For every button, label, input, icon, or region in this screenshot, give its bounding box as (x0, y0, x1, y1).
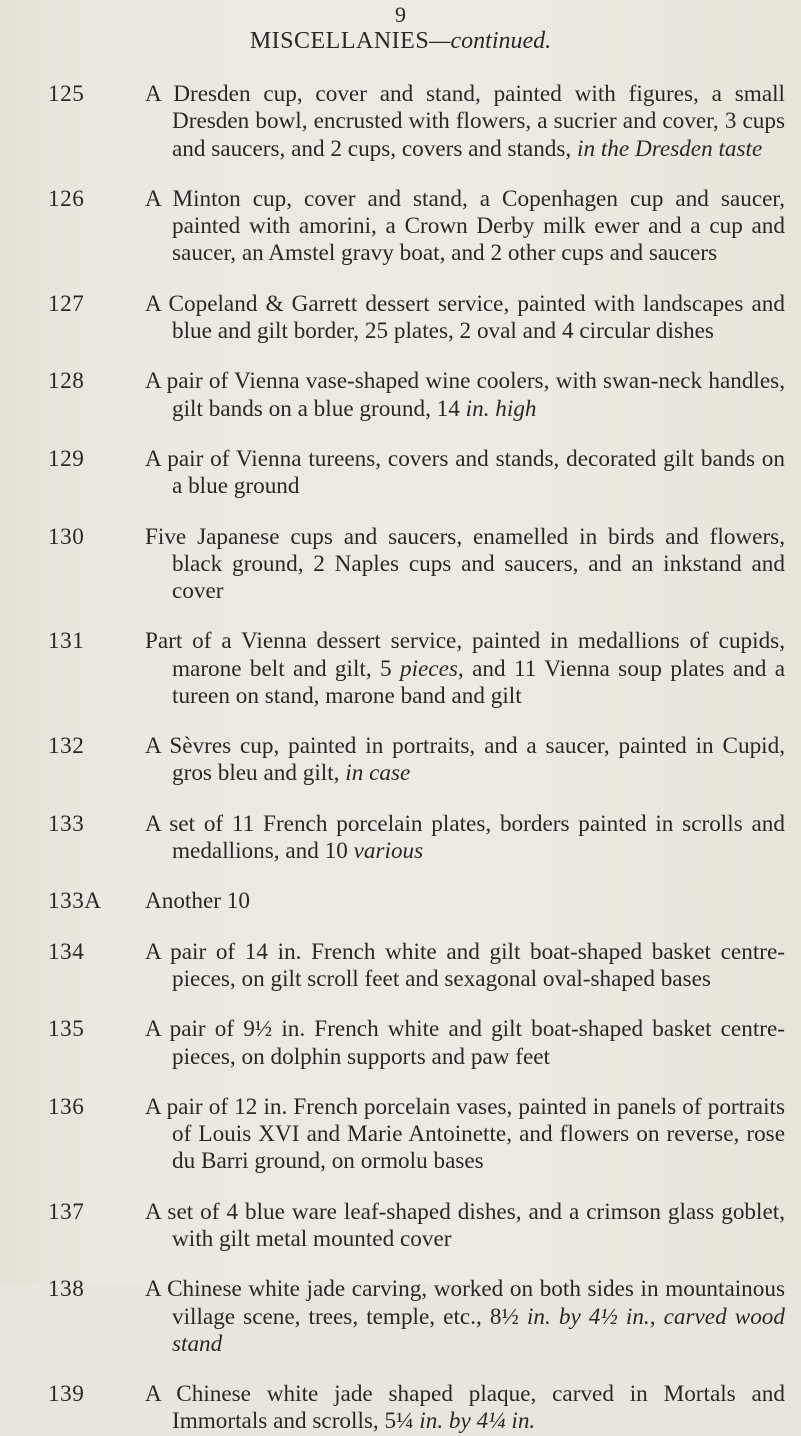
lot-description (145, 811, 785, 865)
lot-description (145, 524, 785, 606)
lot-description (145, 1276, 785, 1358)
lot-text: A set of 4 blue ware leaf-shaped dishes, and a crimson glass goblet, with gilt metal mounted cover (145, 1198, 785, 1252)
lot-number: 135 (48, 1016, 85, 1043)
lot-number: 133A (48, 888, 102, 915)
lot-text: A Chinese white jade carving, worked on both sides in mountainous village scene, trees, temple, etc., 8½ (145, 1276, 785, 1330)
lot-number: 126 (48, 185, 85, 212)
lot-entry (0, 524, 801, 606)
lot-entry (0, 1276, 801, 1358)
lot-number: 128 (48, 368, 85, 395)
lot-number: 137 (48, 1198, 85, 1225)
lot-text: A pair of Vienna tureens, covers and stands, decorated gilt bands on a blue ground (145, 445, 785, 500)
lot-number: 130 (48, 523, 85, 550)
lot-text-italic: in. by 4½ in., carved wood stand (172, 1303, 785, 1357)
lot-description (145, 81, 785, 163)
lot-text-italic: in the Dresden taste (577, 135, 763, 162)
lot-number: 138 (48, 1276, 85, 1303)
page-number: 9 (395, 2, 406, 27)
lot-text: A pair of 9½ in. French white and gilt boat-shaped basket centre-pieces, on dolphin supports and paw feet (145, 1016, 785, 1070)
lot-text: Part of a Vienna dessert service, painted in medallions of cupids, marone belt and gilt, 5 (145, 628, 785, 682)
lot-text: A Minton cup, cover and stand, a Copenhagen cup and saucer, painted with amorini, a Crown Derby milk ewer and a cup and saucer, an Amstel gravy boat, and 2 other cups and saucers (145, 185, 785, 267)
lot-number: 127 (48, 290, 85, 317)
lot-text-italic: in. high (465, 395, 537, 422)
lot-text: A Dresden cup, cover and stand, painted with figures, a small Dresden bowl, encrusted with flowers, a sucrier and cover, 3 cups and saucers, and 2 cups, covers and stands, (145, 81, 785, 162)
lot-entry (0, 368, 801, 422)
lot-text: A pair of Vienna vase-shaped wine coolers, with swan-neck handles, gilt bands on a blue ground, 14 (145, 368, 785, 422)
lot-description (145, 368, 785, 422)
lot-text-italic: various (353, 837, 424, 864)
lot-description (145, 733, 785, 787)
lot-entry (0, 811, 801, 865)
lot-entry (0, 733, 801, 787)
lot-number: 133 (48, 810, 85, 837)
lot-entry (0, 1094, 801, 1176)
lot-description (145, 1199, 785, 1253)
lot-text: A Sèvres cup, painted in portraits, and a saucer, painted in Cupid, gros bleu and gilt, (145, 733, 785, 787)
lot-description (145, 939, 785, 993)
lot-number: 134 (48, 938, 85, 965)
lot-number: 125 (48, 81, 85, 108)
lot-number: 131 (48, 628, 85, 655)
lot-description (145, 628, 785, 710)
lot-description (145, 446, 785, 500)
lot-text-tail: , and 11 Vienna soup plates and a tureen on stand, marone band and gilt (172, 655, 785, 709)
lot-text-italic: in. by 4¼ in. (419, 1408, 536, 1435)
lot-description (145, 1381, 785, 1435)
lot-text-italic: pieces (399, 655, 458, 682)
lot-description (145, 1094, 785, 1176)
lot-entry (0, 1016, 801, 1070)
lot-text: A Chinese white jade shaped plaque, carved in Mortals and Immortals and scrolls, 5¼ (145, 1381, 785, 1435)
running-head (0, 24, 801, 58)
lot-text: Five Japanese cups and saucers, enamelled in birds and flowers, black ground, 2 Naples cups and saucers, and an inkstand and cover (145, 523, 785, 604)
lot-number: 129 (48, 445, 85, 472)
running-head-title: MISCELLANIES (249, 28, 430, 54)
lot-entry (0, 446, 801, 500)
lot-text: A pair of 12 in. French porcelain vases, painted in panels of portraits of Louis XVI and Marie Antoinette, and flowers on reverse, rose du Barri ground, on ormolu bases (145, 1093, 785, 1175)
lot-entry (0, 186, 801, 268)
lot-entry (0, 291, 801, 345)
lot-entry (0, 939, 801, 993)
lot-entry (0, 628, 801, 710)
lot-number: 139 (48, 1381, 85, 1408)
lot-text: Another 10 (145, 888, 250, 915)
lot-description (145, 888, 785, 915)
lot-entry (0, 1199, 801, 1253)
lot-text: A pair of 14 in. French white and gilt boat-shaped basket centre-pieces, on gilt scroll feet and sexagonal oval-shaped bases (145, 938, 785, 992)
lot-number: 132 (48, 733, 85, 760)
lot-text: A set of 11 French porcelain plates, borders painted in scrolls and medallions, and 10 (145, 810, 785, 864)
lot-entry (0, 1381, 801, 1435)
lot-description (145, 291, 785, 345)
running-head-continued: —continued. (429, 28, 552, 54)
lot-entry (0, 81, 801, 163)
lot-text: A Copeland & Garrett dessert service, painted with landscapes and blue and gilt border, 25 plates, 2 oval and 4 circular dishes (145, 290, 785, 344)
lot-entry (0, 888, 801, 915)
lot-number: 136 (48, 1093, 85, 1120)
lot-description (145, 1016, 785, 1070)
lot-list (0, 58, 801, 1436)
lot-text-italic: in case (345, 760, 411, 787)
lot-description (145, 186, 785, 268)
